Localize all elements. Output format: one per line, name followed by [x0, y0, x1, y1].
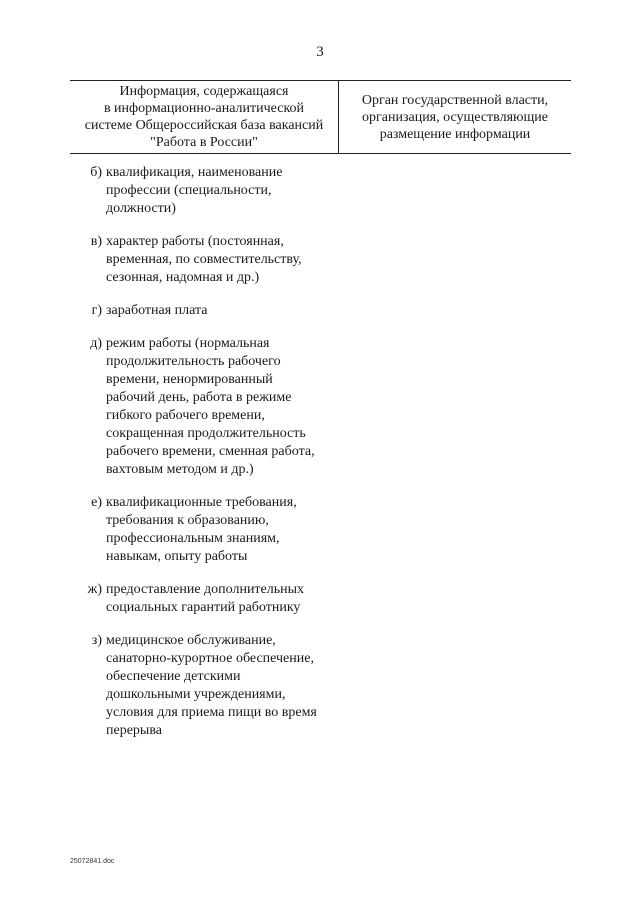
item-letter: д) [90, 336, 102, 351]
item-text: характер работы (постоянная, временная, по совместительству, сезонная, надомная и др.) [106, 234, 302, 285]
item-letter: ж) [87, 582, 102, 597]
header-cell-information [70, 81, 338, 153]
list-item [82, 164, 382, 218]
item-letter: в) [90, 234, 102, 249]
item-text: квалификация, наименование профессии (специальности, должности) [106, 165, 283, 216]
list-item [82, 581, 382, 617]
item-text: заработная плата [106, 303, 208, 318]
item-text: режим работы (нормальная продолжительность рабочего времени, ненормированный рабочий день, работа в режиме гибкого рабочего времени, сокращенная продолжительность рабочего времени, сменная работа, вахтовым методом и др.) [106, 336, 315, 477]
header-left-line: "Работа в России" [150, 135, 258, 150]
item-text: предоставление дополнительных социальных гарантий работнику [106, 582, 305, 615]
header-right-line: Орган государственной власти, [361, 92, 549, 108]
list-item [82, 302, 382, 320]
header-left-line: в информационно-аналитической [103, 101, 305, 116]
header-cell-authority [339, 81, 571, 153]
list-item [82, 233, 382, 287]
list-item [82, 632, 382, 740]
item-letter: б) [90, 165, 102, 180]
item-letter: г) [91, 303, 102, 318]
list-item [82, 335, 382, 479]
item-list [82, 164, 382, 755]
item-text: квалификационные требования, требования к образованию, профессиональным знаниям, навыкам, опыту работы [106, 495, 297, 564]
header-right-line: организация, осуществляющие [362, 109, 548, 125]
header-left-line: системе Общероссийская база вакансий [84, 118, 324, 133]
document-filename: 25072841.doc [70, 858, 115, 865]
item-letter: з) [91, 633, 102, 648]
item-letter: е) [91, 495, 102, 510]
header-left-line: Информация, содержащаяся [119, 84, 289, 99]
header-right-line: размещение информации [379, 126, 531, 142]
page-number: 3 [316, 44, 324, 60]
item-text: медицинское обслуживание, санаторно-курортное обеспечение, обеспечение детскими дошкольными учреждениями, условия для приема пищи во время перерыва [106, 633, 317, 738]
table-header [70, 80, 571, 154]
list-item [82, 494, 382, 566]
